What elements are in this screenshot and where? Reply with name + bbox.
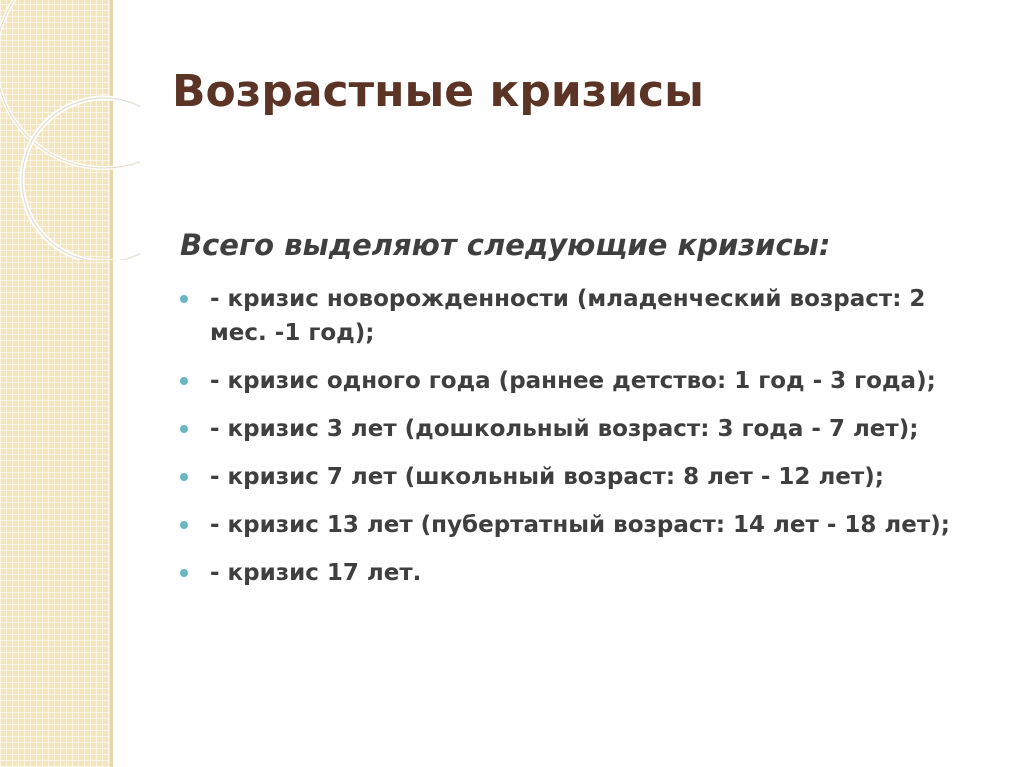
list-item (180, 412, 970, 446)
circle-bullet-icon (180, 521, 188, 529)
list-item (180, 556, 970, 590)
decorative-side-panel (0, 0, 112, 767)
circle-bullet-icon (180, 569, 188, 577)
list-item-text: - кризис 7 лет (школьный возраст: 8 лет - 12 лет); (210, 464, 884, 490)
circle-bullet-icon (180, 295, 188, 303)
list-item (180, 460, 970, 494)
list-item (180, 508, 970, 542)
list-item-text: - кризис 3 лет (дошкольный возраст: 3 года - 7 лет); (210, 416, 919, 442)
list-item-text: - кризис новорожденности (младенческий возраст: 2 мес. -1 год); (210, 286, 926, 346)
list-item (180, 282, 970, 350)
slide-subtitle: Всего выделяют следующие кризисы: (180, 228, 831, 262)
list-item (180, 364, 970, 398)
circle-bullet-icon (180, 377, 188, 385)
list-item-text: - кризис одного года (раннее детство: 1 год - 3 года); (210, 368, 936, 394)
crisis-list (180, 282, 970, 604)
circle-bullet-icon (180, 473, 188, 481)
list-item-text: - кризис 13 лет (пубертатный возраст: 14 лет - 18 лет); (210, 512, 950, 538)
list-item-text: - кризис 17 лет. (210, 560, 422, 586)
side-panel-edge (110, 0, 113, 767)
slide-title: Возрастные кризисы (172, 66, 704, 117)
circle-bullet-icon (180, 425, 188, 433)
